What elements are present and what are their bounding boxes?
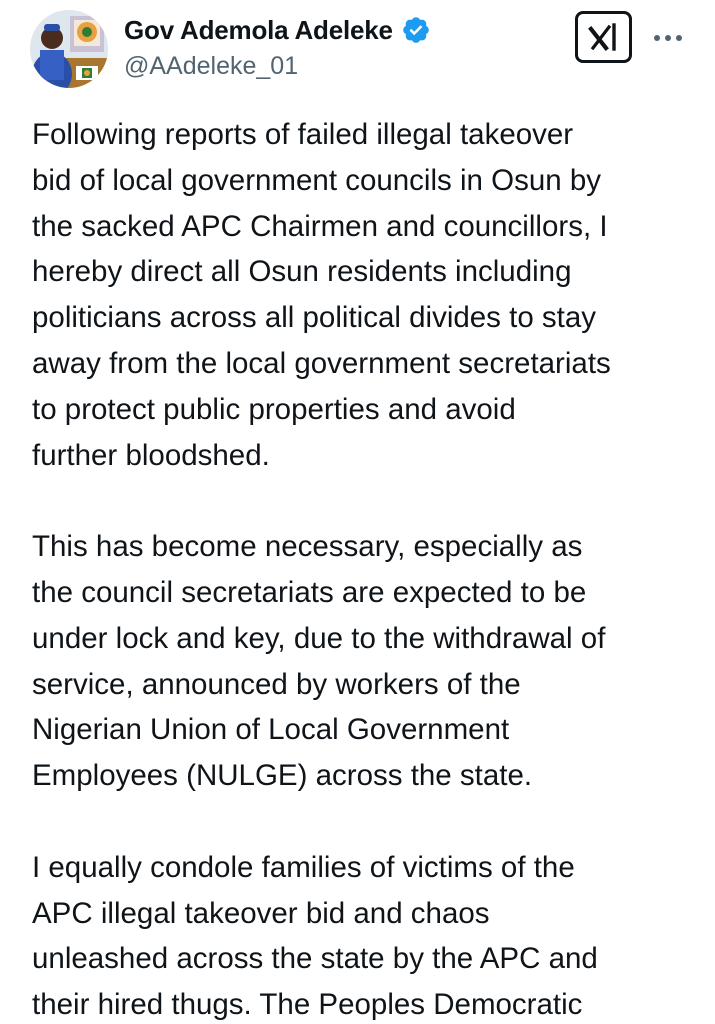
- tweet-header: [0, 0, 715, 96]
- tweet-text-line: I equally condole families of victims of the: [32, 850, 575, 884]
- tweet-paragraph: [32, 112, 702, 478]
- tweet-text-line: the council secretariats are expected to be: [32, 575, 587, 609]
- tweet-text-line: under lock and key, due to the withdrawal of: [32, 621, 606, 655]
- tweet-text-line: their hired thugs. The Peoples Democratic: [32, 988, 583, 1022]
- tweet-paragraph: [32, 524, 702, 799]
- grok-button[interactable]: [575, 11, 632, 63]
- tweet-text-line: APC illegal takeover bid and chaos: [32, 896, 490, 930]
- author-display-name[interactable]: Gov Ademola Adeleke: [124, 14, 393, 45]
- tweet-text-line: This has become necessary, especially as: [32, 530, 583, 564]
- tweet-text-line: politicians across all political divides to stay: [32, 301, 597, 335]
- more-options-icon: [653, 34, 683, 42]
- more-options-button[interactable]: [648, 20, 688, 56]
- tweet-text-line: unleashed across the state by the APC and: [32, 942, 598, 976]
- avatar-photo-icon: [30, 10, 108, 88]
- tweet-text-line: Nigerian Union of Local Government: [32, 713, 510, 747]
- tweet-text-line: away from the local government secretariats: [32, 346, 611, 380]
- tweet-text-line: bid of local government councils in Osun by: [32, 163, 601, 197]
- author-avatar[interactable]: [30, 10, 108, 88]
- tweet-paragraph: [32, 845, 702, 1024]
- tweet-text-line: further bloodshed.: [32, 438, 270, 472]
- tweet-text: [32, 112, 702, 1024]
- tweet-text-line: Employees (NULGE) across the state.: [32, 759, 533, 793]
- tweet-text-line: to protect public properties and avoid: [32, 392, 516, 426]
- author-name-row: [124, 14, 431, 46]
- tweet-text-line: the sacked APC Chairmen and councillors, I: [32, 209, 608, 243]
- verified-badge-icon[interactable]: [401, 15, 431, 45]
- tweet-text-line: service, announced by workers of the: [32, 667, 521, 701]
- author-handle[interactable]: @AAdeleke_01: [124, 52, 299, 80]
- tweet-text-line: Following reports of failed illegal takeover: [32, 118, 574, 151]
- tweet-text-line: hereby direct all Osun residents including: [32, 255, 572, 289]
- grok-icon: [586, 21, 622, 53]
